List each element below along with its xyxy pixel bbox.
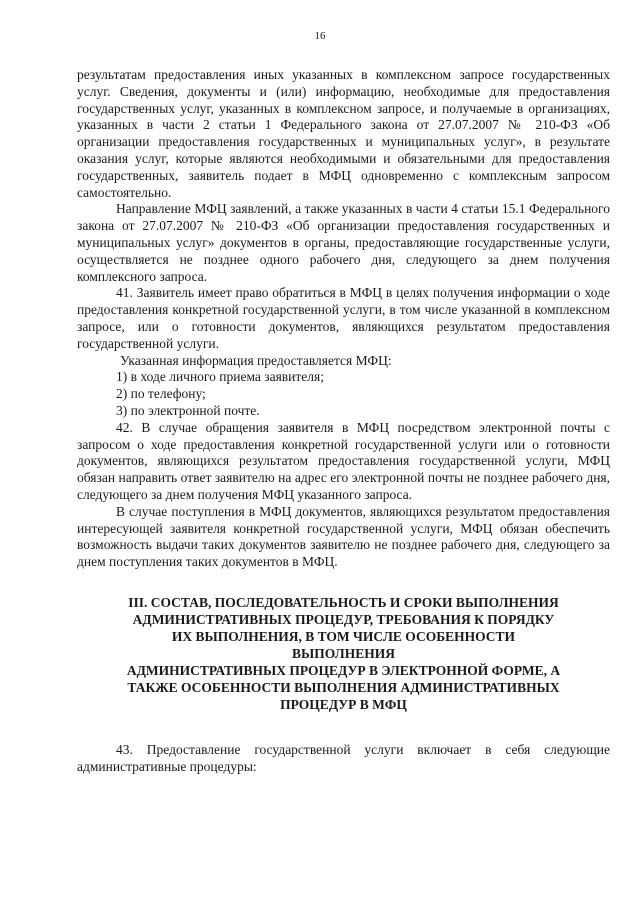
section-heading-line: III. СОСТАВ, ПОСЛЕДОВАТЕЛЬНОСТЬ И СРОКИ ВЫПОЛНЕНИЯ — [128, 594, 559, 610]
section-heading-line: ВЫПОЛНЕНИЯ — [292, 645, 395, 661]
page-number: 16 — [314, 30, 326, 42]
page-content — [77, 67, 610, 776]
section-heading-line: АДМИНИСТРАТИВНЫХ ПРОЦЕДУР В ЭЛЕКТРОННОЙ ФОРМЕ, А — [126, 662, 561, 678]
list-item-phone: 2) по телефону; — [116, 386, 206, 402]
paragraph-42: 42. В случае обращения заявителя в МФЦ посредством электронной почты с запросом о ходе предоставления конкретной государственной услуги или о готовности документов, являющихся результатом предоставления государственной услуги, МФЦ обязан направить ответ заявителю на адрес его электронной почты не позднее рабочего дня, следующего за днем получения МФЦ указанного запроса. — [77, 419, 610, 502]
section-heading-line: ПРОЦЕДУР В МФЦ — [280, 696, 407, 712]
paragraph-43: 43. Предоставление государственной услуги включает в себя следующие административные процедуры: — [77, 741, 610, 774]
list-item-personal: 1) в ходе личного приема заявителя; — [116, 369, 324, 385]
section-heading-line: АДМИНИСТРАТИВНЫХ ПРОЦЕДУР, ТРЕБОВАНИЯ К ПОРЯДКУ — [132, 611, 555, 627]
paragraph-documents-received: В случае поступления в МФЦ документов, являющихся результатом предоставления интересующей заявителя конкретной государственной услуги, МФЦ обязан обеспечить возможность выдачи таких документов заявителю не позднее рабочего дня, следующего за днем поступления таких документов в МФЦ. — [77, 503, 610, 570]
paragraph-continuation: результатам предоставления иных указанных в комплексном запросе государственных услуг. Сведения, документы и (или) информацию, необходимые для предоставления государственных услуг, указанных в комплексном запросе, и получаемые в организациях, указанных в части 2 статьи 1 Федерального закона от 27.07.2007 № 210-ФЗ «Об организации предоставления государственных и муниципальных услуг», в результате оказания услуг, которые являются необходимыми и обязательными для предоставления государственных, заявитель подает в МФЦ одновременно с комплексным запросом самостоятельно. — [77, 67, 610, 200]
list-item-email: 3) по электронной почте. — [116, 402, 260, 418]
paragraph-mfc-submission: Направление МФЦ заявлений, а также указанных в части 4 статьи 15.1 Федерального закона от 27.07.2007 № 210-ФЗ «Об организации предоставления государственных и муниципальных услуг» документов в органы, предоставляющие государственные услуги, осуществляется не позднее одного рабочего дня, следующего за днем получения комплексного запроса. — [77, 201, 610, 284]
info-provision-intro: Указанная информация предоставляется МФЦ: — [120, 352, 392, 368]
section-heading — [77, 594, 610, 713]
section-heading-line: ТАКЖЕ ОСОБЕННОСТИ ВЫПОЛНЕНИЯ АДМИНИСТРАТИВНЫХ — [127, 679, 560, 695]
paragraph-41: 41. Заявитель имеет право обратиться в МФЦ в целях получения информации о ходе предоставления конкретной государственной услуги, в том числе указанной в комплексном запросе, или о готовности документов, являющихся результатом предоставления государственной услуги. — [77, 285, 610, 351]
section-heading-line: ИХ ВЫПОЛНЕНИЯ, В ТОМ ЧИСЛЕ ОСОБЕННОСТИ — [171, 628, 516, 644]
